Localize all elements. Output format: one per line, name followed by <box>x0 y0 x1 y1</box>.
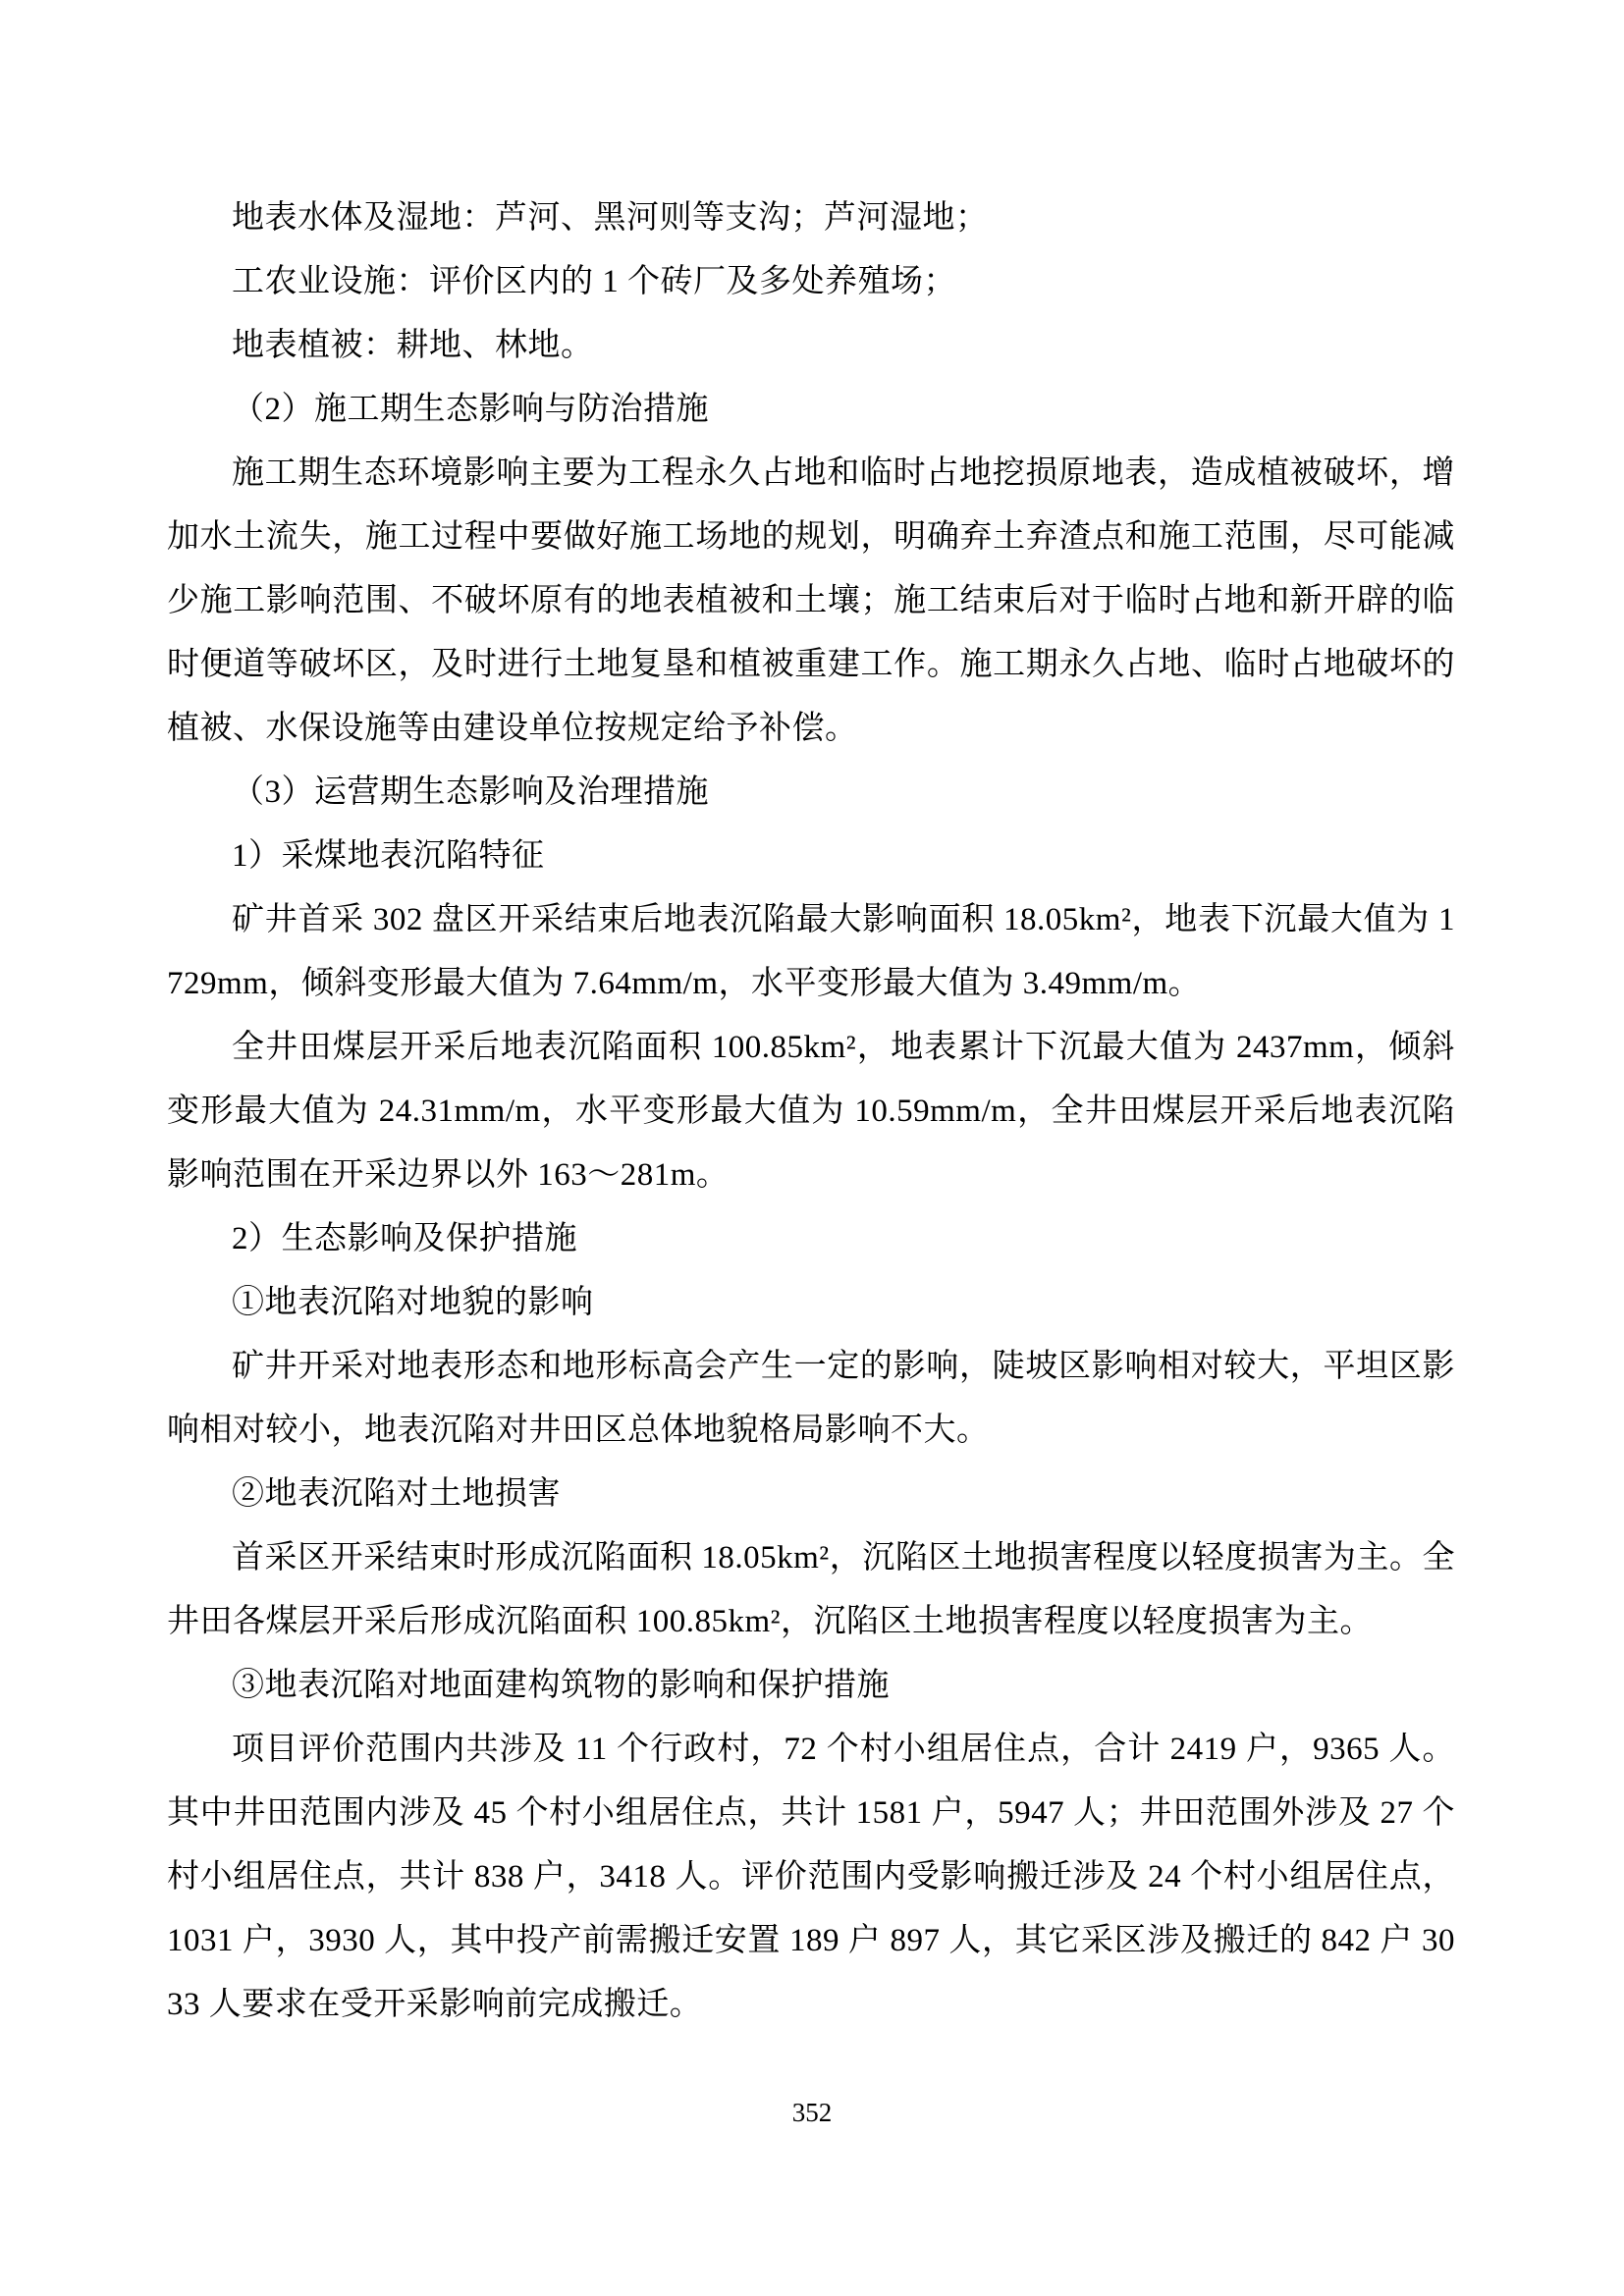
heading-landform-impact: ①地表沉陷对地貌的影响 <box>232 1285 594 1320</box>
heading-construction-period-measures: （2）施工期生态影响与防治措施 <box>232 392 709 427</box>
heading-operation-period-measures: （3）运营期生态影响及治理措施 <box>232 774 709 810</box>
heading-building-impact-protection: ③地表沉陷对地面建构筑物的影响和保护措施 <box>232 1668 890 1703</box>
paragraph-first-mining-area-subsidence: 矿井首采 302 盘区开采结束后地表沉陷最大影响面积 18.05km²，地表下沉最大值为 1729mm，倾斜变形最大值为 7.64mm/m，水平变形最大值为 3.49mm/m。 <box>167 902 1455 1001</box>
paragraph-whole-field-subsidence: 全井田煤层开采后地表沉陷面积 100.85km²，地表累计下沉最大值为 2437mm，倾斜变形最大值为 24.31mm/m，水平变形最大值为 10.59mm/m，全井田煤层开采后地表沉陷影响范围在开采边界以外 163～281m。 <box>167 1030 1455 1193</box>
heading-coal-subsidence-characteristics: 1）采煤地表沉陷特征 <box>232 838 545 874</box>
page-number: 352 <box>791 2098 833 2127</box>
document-body <box>167 187 1455 2037</box>
paragraph-surface-vegetation: 地表植被：耕地、林地。 <box>232 328 594 363</box>
paragraph-village-relocation: 项目评价范围内共涉及 11 个行政村，72 个村小组居住点，合计 2419 户，9365 人。其中井田范围内涉及 45 个村小组居住点，共计 1581 户，5947 人；井田范围外涉及 27 个村小组居住点，共计 838 户，3418 人。评价范围内受影响搬迁涉及 24 个村小组居住点，1031 户，3930 人，其中投产前需搬迁安置 189 户 897 人，其它采区涉及搬迁的 842 户 3033 人要求在受开采影响前完成搬迁。 <box>167 1732 1455 2022</box>
heading-land-damage: ②地表沉陷对土地损害 <box>232 1476 561 1512</box>
paragraph-landform-impact: 矿井开采对地表形态和地形标高会产生一定的影响，陡坡区影响相对较大，平坦区影响相对较小，地表沉陷对井田区总体地貌格局影响不大。 <box>167 1349 1455 1448</box>
heading-ecological-protection-measures: 2）生态影响及保护措施 <box>232 1221 577 1256</box>
paragraph-construction-period-impact: 施工期生态环境影响主要为工程永久占地和临时占地挖损原地表，造成植被破坏，增加水土流失，施工过程中要做好施工场地的规划，明确弃土弃渣点和施工范围，尽可能减少施工影响范围、不破坏原有的地表植被和土壤；施工结束后对于临时占地和新开辟的临时便道等破坏区，及时进行土地复垦和植被重建工作。施工期永久占地、临时占地破坏的植被、水保设施等由建设单位按规定给予补偿。 <box>167 455 1455 746</box>
paragraph-industry-agriculture-facilities: 工农业设施：评价区内的 1 个砖厂及多处养殖场； <box>232 264 956 299</box>
paragraph-surface-water-wetland: 地表水体及湿地：芦河、黑河则等支沟；芦河湿地； <box>232 200 989 236</box>
paragraph-land-damage: 首采区开采结束时形成沉陷面积 18.05km²，沉陷区土地损害程度以轻度损害为主。全井田各煤层开采后形成沉陷面积 100.85km²，沉陷区土地损害程度以轻度损害为主。 <box>167 1540 1455 1639</box>
